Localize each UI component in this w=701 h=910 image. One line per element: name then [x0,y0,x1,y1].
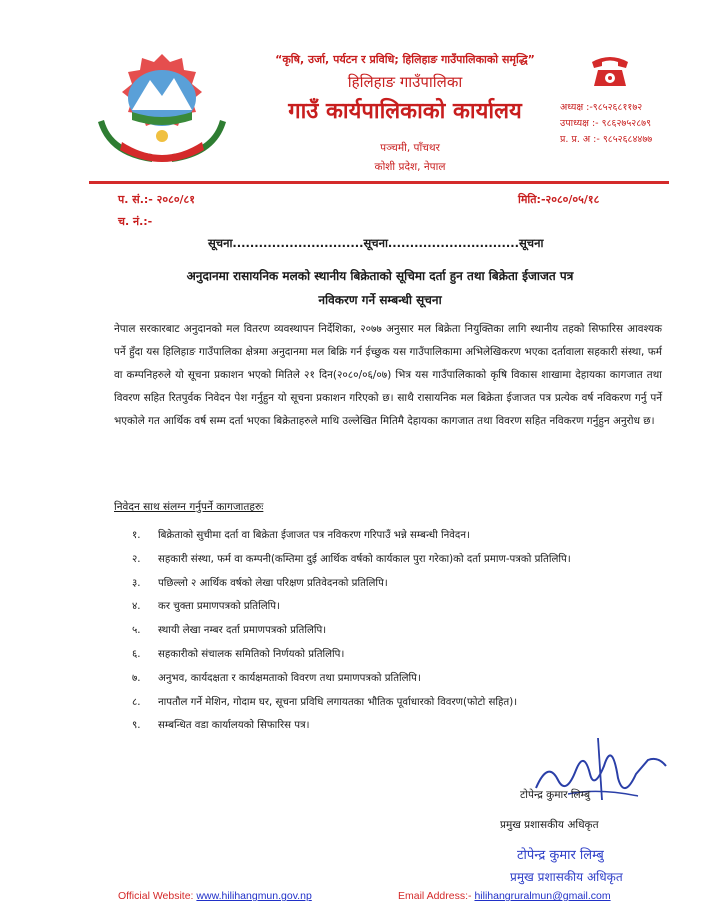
list-item: ३. पछिल्लो २ आर्थिक वर्षको लेखा परिक्षण प्रतिवेदनको प्रतिलिपि। [132,577,388,589]
list-item: ४. कर चुक्ता प्रमाणपत्रको प्रतिलिपि। [132,601,280,613]
location: पञ्चमी, पाँचथर [380,142,440,154]
contact-vice-chair: उपाध्यक्ष :- ९८६२७५२८७९ [560,118,652,129]
contact-chairperson: अध्यक्ष :-९८५२६८११७२ [560,102,643,113]
list-item: ९. सम्बन्धित वडा कार्यालयको सिफारिस पत्र। [132,720,310,732]
footer-website [118,890,312,902]
list-item: ५. स्थायी लेखा नम्बर दर्ता प्रमाणपत्रको प्रतिलिपि। [132,625,327,637]
footer-email [398,890,611,902]
documents-list-title: निवेदन साथ संलग्न गर्नुपर्ने कागजातहरुः [114,501,264,513]
website-label: Official Website: [118,890,194,902]
slogan: “कृषि, उर्जा, पर्यटन र प्रविधि; हिलिहाङ गाउँपालिकाको समृद्धि” [275,53,535,66]
stamp-name: टोपेन्द्र कुमार लिम्बु [517,848,604,863]
contact-list [560,100,700,148]
documents-list [132,524,672,738]
subject-line-1: अनुदानमा रासायनिक मलको स्थानीय बिक्रेताको सूचिमा दर्ता हुन तथा बिक्रेता ईजाजत पत्र [186,269,574,283]
subject [110,264,650,312]
province: कोशी प्रदेश, नेपाल [374,161,446,173]
notice-line: सूचना..............................सूचना..............................सूचना [208,236,544,250]
signatory-name: टोपेन्द्र कुमार लिम्बु [520,789,591,801]
list-item: २. सहकारी संस्था, फर्म वा कम्पनी(कम्तिमा दुई आर्थिक वर्षको कार्यकाल पुरा गरेका)को दर्ता प्रमाण-पत्रको प्रतिलिपि। [132,553,571,565]
date: मिति:-२०८०/०५/१८ [518,193,600,206]
address [240,139,580,177]
email-label: Email Address:- [398,890,472,902]
dispatch-number: च. नं.:- [118,215,153,228]
notice-body: नेपाल सरकारबाट अनुदानको मल वितरण व्यवस्थापन निर्देशिका, २०७७ अनुसार मल बिक्रेता नियुक्तिका लागि स्थानीय तहको सिफारिस आवश्यक पर्ने हुँदा यस हिलिहाङ गाउँपालिका क्षेत्रमा अनुदानमा मल बिक्रि गर्न ईच्छुक यस गाउँपालिकामा अभिलेखिकरण भएका दर्तावाला सहकारी संस्था, फर्म वा कम्पनिहरुले यो सूचना प्रकाशन भएको मितिले २१ दिन(२०८०/०६/०७) भित्र यस गाउँपालिकाको कृषि विकास शाखामा देहायका कागजात तथा विवरण सहित रितपुर्वक निवेदन पेश गर्नुहुन यो सूचना प्रकाशन गरिएको छ। साथै रासायनिक मल बिक्रेता ईजाजत पत्र प्रत्येक वर्ष नविकरण गर्नु पर्ने भएकोले गत आर्थिक वर्ष सम्म दर्ता भएका बिक्रेताहरुले माथि उल्लेखित मितिमै देहायका कागजात तथा विवरण सहित नविकरण गर्नुहुन अनुरोध छ। [114,323,662,427]
telephone-icon [588,52,632,88]
office-title: गाउँ कार्यपालिकाको कार्यालय [288,99,522,124]
subject-line-2: नविकरण गर्ने सम्बन्धी सूचना [318,293,442,307]
list-item: ८. नापतौल गर्ने मेशिन, गोदाम घर, सूचना प्रविधि लगायतका भौतिक पूर्वाधारको विवरण(फोटो सहित)। [132,696,518,708]
municipality-name: हिलिहाङ गाउँपालिका [347,73,463,91]
list-item: ७. अनुभव, कार्यदक्षता र कार्यक्षमताको विवरण तथा प्रमाणपत्रको प्रतिलिपि। [132,672,421,684]
emblem-logo [92,50,232,165]
list-item: १. बिक्रेताको सुचीमा दर्ता वा बिक्रेता ईजाजत पत्र नविकरण गरिपाउँ भन्ने सम्बन्धी निवेदन। [132,530,470,541]
email-link[interactable]: hilihangruralmun@gmail.com [474,890,611,902]
contact-cao: प्र. प्र. अ :- ९८५२६८४४७७ [560,134,653,145]
stamp-title: प्रमुख प्रशासकीय अधिकृत [510,870,623,884]
list-item: ६. सहकारीको संचालक समितिको निर्णयको प्रतिलिपि। [132,648,345,660]
website-link[interactable]: www.hilihangmun.gov.np [196,890,312,902]
signatory-title: प्रमुख प्रशासकीय अधिकृत [500,819,599,831]
reference-number: प. सं.:- २०८०/८१ [118,193,196,206]
header-divider [89,181,669,184]
